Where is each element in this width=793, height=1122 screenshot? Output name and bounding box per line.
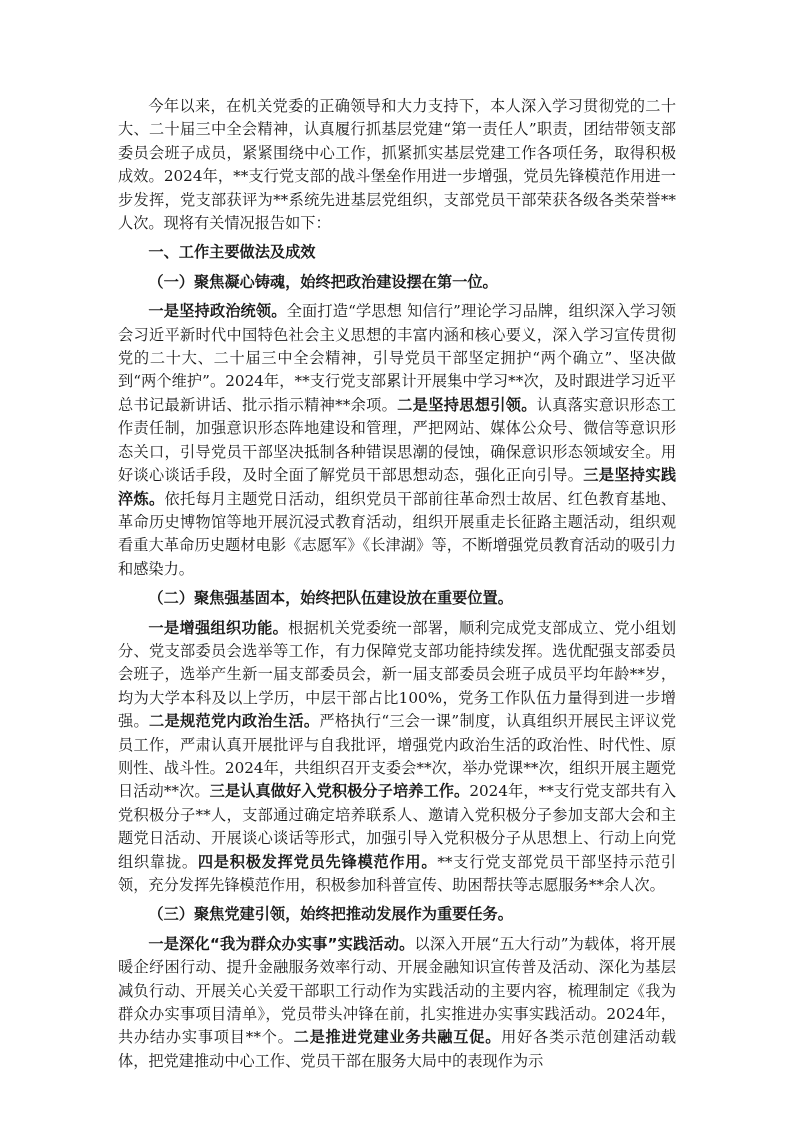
body-text: 根据机关党委统一部署，顺利完成党支部成立、党小组划分、党支部委员会选举等工作，有力保障党支部功能持续发挥。选优配强支部委员会班子，选举产生新一届支部委员会，新一届支部委员会班子成员平均年龄**岁，均为大学本科及以上学历，中层干部占比100%，党务工作队伍力量得到进一步增强。 bbox=[118, 618, 677, 731]
subsection-heading-3: （三）聚焦党建引领，始终把推动发展作为重要任务。 bbox=[148, 905, 513, 924]
lead-phrase: 三是认真做好入党积极分子培养工作。 bbox=[209, 782, 470, 801]
lead-phrase: 二是规范党内政治生活。 bbox=[148, 712, 320, 731]
lead-phrase: 二是推进党建业务共融互促。 bbox=[293, 1028, 502, 1047]
body-text: 严格执行“三会一课”制度，认真组织开展民主评议党员工作，严肃认真开展批评与自我批评，增强党内政治生活的政治性、时代性、原则性、战斗性。2024年，共组织召开支委会**次，举办党课**次，组织开展主题党日活动**次。 bbox=[118, 712, 677, 801]
lead-phrase: 四是积极发挥党员先锋模范作用。 bbox=[197, 852, 438, 871]
body-text: 以深入开展“五大行动”为载体，将开展暖企纾困行动、提升金融服务效率行动、开展金融知识宣传普及活动、深化为基层减负行动、开展关心关爱干部职工行动作为实践活动的主要内容，梳理制定《我为群众办实事项目清单》，党员带头冲锋在前，扎实推进办实事实践活动。2024年，共办结办实事项目**个。 bbox=[118, 934, 676, 1047]
paragraph-party-leadership bbox=[118, 933, 676, 1073]
document-page bbox=[118, 95, 676, 1079]
body-text: 2024年，**支行党支部共有入党积极分子**人，支部通过确定培养联系人、邀请入党积极分子参加支部大会和主题党日活动、开展谈心谈话等形式，加强引导入党积极分子从思想上、行动上向党组织靠拢。 bbox=[118, 782, 677, 871]
body-text: 全面打造“学思想 知信行”理论学习品牌，组织深入学习领会习近平新时代中国特色社会主义思想的丰富内涵和核心要义，深入学习宣传贯彻党的二十大、二十届三中全会精神，引导党员干部坚定拥护“两个确立”、坚决做到“两个维护”。2024年，**支行党支部累计开展集中学习**次，及时跟进学习近平总书记最新讲话、批示指示精神**余项。 bbox=[118, 302, 677, 414]
intro-paragraph: 今年以来，在机关党委的正确领导和大力支持下，本人深入学习贯彻党的二十大、二十届三中全会精神，认真履行抓基层党建“第一责任人”职责，团结带领支部委员会班子成员，紧紧围绕中心工作，抓紧抓实基层党建工作各项任务，取得积极成效。2024年，**支行党支部的战斗堡垒作用进一步增强，党员先锋模范作用进一步发挥，党支部获评为**系统先进基层党组织，支部党员干部荣获各级各类荣誉**人次。现将有关情况报告如下： bbox=[118, 97, 676, 233]
subsection-heading-2: （二）聚焦强基固本，始终把队伍建设放在重要位置。 bbox=[148, 589, 513, 608]
body-text: **支行党支部党员干部坚持示范引领，充分发挥先锋模范作用，积极参加科普宣传、助困帮扶等志愿服务**余人次。 bbox=[118, 852, 677, 894]
paragraph-political-building bbox=[118, 300, 676, 581]
lead-phrase: 三是坚持实践淬炼。 bbox=[118, 466, 677, 508]
paragraph-team-building bbox=[118, 617, 676, 898]
body-text: 依托每月主题党日活动，组织党员干部前往革命烈士故居、红色教育基地、革命历史博物馆等地开展沉浸式教育活动，组织开展重走长征路主题活动，组织观看重大革命历史题材电影《志愿军》《长津湖》等，不断增强党员教育活动的吸引力和感染力。 bbox=[118, 489, 677, 578]
body-text: 用好各类示范创建活动载体，把党建推动中心工作、党员干部在服务大局中的表现作为示 bbox=[118, 1028, 677, 1070]
lead-phrase: 一是坚持政治统领。 bbox=[148, 302, 287, 321]
lead-phrase: 一是增强组织功能。 bbox=[148, 618, 289, 637]
body-text: 认真落实意识形态工作责任制，加强意识形态阵地建设和管理，严把网站、媒体公众号、微信等意识形态关口，引导党员干部坚决抵制各种错误思潮的侵蚀，确保意识形态领域安全。用好谈心谈话手段，及时全面了解党员干部思想动态，强化正向引导。 bbox=[118, 395, 677, 485]
subsection-heading-1: （一）聚焦凝心铸魂，始终把政治建设摆在第一位。 bbox=[148, 272, 498, 291]
lead-phrase: 二是坚持思想引领。 bbox=[397, 395, 537, 414]
lead-phrase: 一是深化“我为群众办实事”实践活动。 bbox=[148, 934, 415, 953]
section-heading: 一、工作主要做法及成效 bbox=[148, 243, 316, 262]
